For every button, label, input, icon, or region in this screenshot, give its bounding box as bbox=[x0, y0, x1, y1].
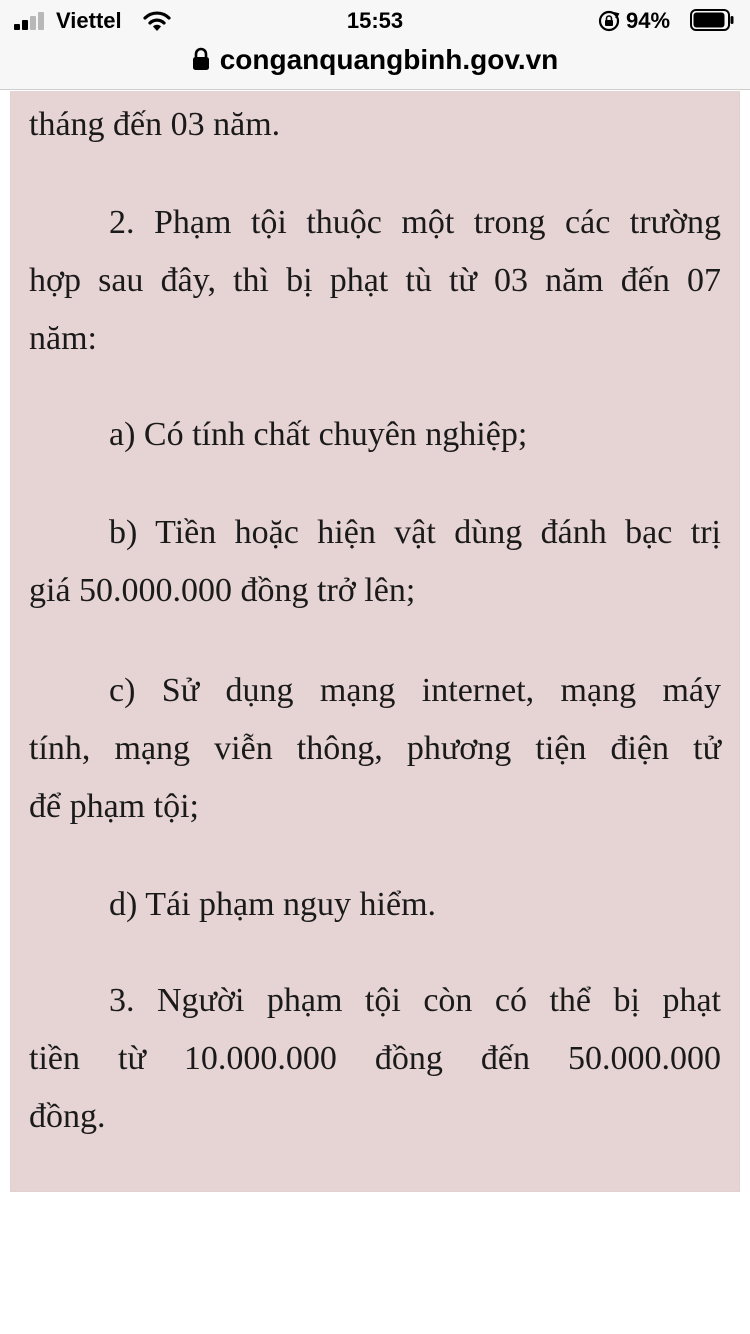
battery-icon bbox=[690, 9, 734, 31]
article-line: đồng. bbox=[29, 1098, 106, 1135]
status-bar bbox=[0, 0, 750, 40]
battery-percent: 94% bbox=[626, 8, 671, 33]
url-domain: conganquangbinh.gov.vn bbox=[219, 44, 559, 75]
clock: 15:53 bbox=[346, 8, 404, 33]
article-line: để phạm tội; bbox=[29, 788, 199, 825]
article-line: 3. Người phạm tội còn có thể bị phạt bbox=[109, 982, 721, 1019]
article-line: giá 50.000.000 đồng trở lên; bbox=[29, 572, 416, 609]
article-line: hợp sau đây, thì bị phạt tù từ 03 năm đến 07 bbox=[29, 262, 721, 299]
carrier-name: Viettel bbox=[56, 8, 122, 33]
article-line: tính, mạng viễn thông, phương tiện điện tử bbox=[29, 730, 721, 767]
article-line: c) Sử dụng mạng internet, mạng máy bbox=[109, 672, 721, 709]
article-line: 2. Phạm tội thuộc một trong các trường bbox=[109, 204, 721, 241]
address-bar[interactable] bbox=[0, 40, 750, 90]
article-line: a) Có tính chất chuyên nghiệp; bbox=[109, 416, 528, 453]
article-line: tháng đến 03 năm. bbox=[29, 106, 281, 143]
article-line: b) Tiền hoặc hiện vật dùng đánh bạc trị bbox=[109, 514, 721, 551]
article-line: năm: bbox=[29, 320, 97, 357]
article-line: d) Tái phạm nguy hiểm. bbox=[109, 886, 437, 923]
article-content bbox=[10, 91, 740, 1192]
orientation-lock-icon bbox=[598, 10, 620, 32]
article-line: tiền từ 10.000.000 đồng đến 50.000.000 bbox=[29, 1040, 721, 1077]
address-bar-content[interactable] bbox=[0, 42, 750, 78]
padlock-icon bbox=[192, 47, 210, 71]
